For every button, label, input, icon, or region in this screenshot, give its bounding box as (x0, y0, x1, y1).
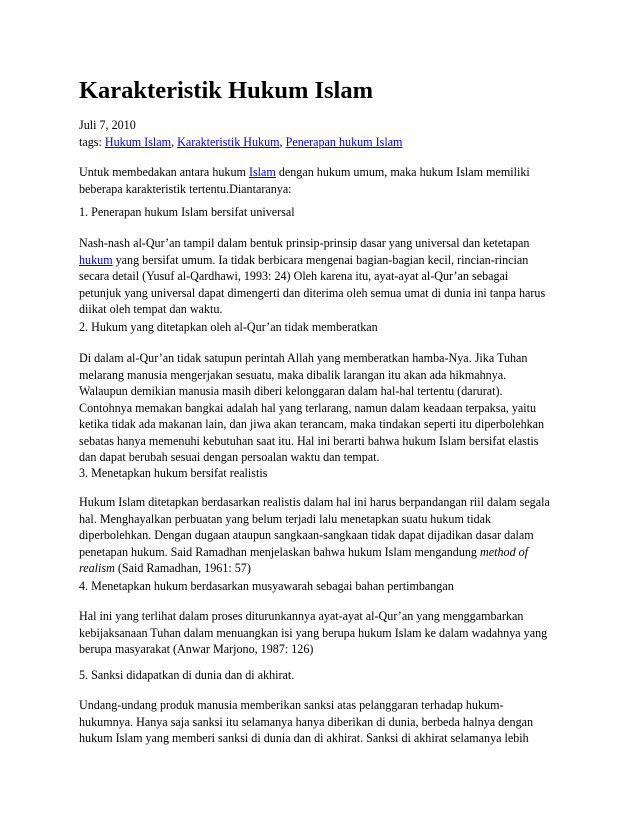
tag-link-penerapan-hukum-islam[interactable]: Penerapan hukum Islam (285, 134, 403, 149)
heading-2: 2. Hukum yang ditetapkan oleh al-Qur’an tidak memberatkan (79, 320, 378, 334)
tag-link-hukum-islam[interactable]: Hukum Islam (104, 134, 172, 149)
heading-3: 3. Menetapkan hukum bersifat realistis (79, 466, 268, 480)
heading-1: 1. Penerapan hukum Islam bersifat universal (79, 205, 295, 219)
paragraph-2: Di dalam al-Qur’an tidak satupun perintah Allah yang memberatkan hamba-Nya. Jika Tuhan melarang manusia mengerjakan sesuatu, maka dibalik larangan itu akan ada hikmahnya. Walaupun demikian manusia masih diberi kelonggaran dalam hal-hal tertentu (darurat). Contohnya memakan bangkai adalah hal yang terlarang, namun dalam keadaan terpaksa, yaitu ketika tidak ada makanan lain, dan jiwa akan terancam, maka tindakan seperti itu diperbolehkan sebatas hanya memenuhi kebutuhan saat itu. Hal ini berarti bahwa hukum Islam bersifat elastis dan dapat berubah sesuai dengan persoalan waktu dan tempat. (79, 351, 545, 464)
heading-5: 5. Sanksi didapatkan di dunia dan di akhirat. (79, 668, 295, 682)
paragraph-1: Nash-nash al-Qur’an tampil dalam bentuk prinsip-prinsip dasar yang universal dan ketetapan hukum yang bersifat umum. Ia tidak berbicara mengenai bagian-bagian kecil, rincian-rincian secara detail (Yusuf al-Qardhawi, 1993: 24) Oleh karena itu, ayat-ayat al-Qur’an sebagai petunjuk yang universal dapat dimengerti dan diterima oleh semua umat di dunia ini tanpa harus diikat oleh tempat dan waktu. (79, 236, 546, 316)
method-of-realism-italic: method of (480, 544, 529, 559)
article-meta (79, 117, 402, 150)
intro-paragraph: Untuk membedakan antara hukum Islam dengan hukum umum, maka hukum Islam memiliki beberapa karakteristik tertentu.Diantaranya: (79, 165, 530, 196)
hukum-link[interactable]: hukum (79, 252, 113, 267)
tags-line: tags: Hukum Islam, Karakteristik Hukum, Penerapan hukum Islam (79, 134, 403, 149)
paragraph-3: Hukum Islam ditetapkan berdasarkan realistis dalam hal ini harus berpandangan riil dalam segala hal. Menghayalkan perbuatan yang belum terjadi lalu menetapkan suatu hukum tidak diperbolehkan. Dengan dugaan ataupun sangkaan-sangkaan tidak dapat dijadikan dasar dalam penetapan hukum. Said Ramadhan menjelaskan bahwa hukum Islam mengandung method of realism (Said Ramadhan, 1961: 57) (79, 495, 550, 575)
heading-4: 4. Menetapkan hukum berdasarkan musyawarah sebagai bahan pertimbangan (79, 579, 454, 593)
paragraph-5: Undang-undang produk manusia memberikan sanksi atas pelanggaran terhadap hukum- hukumnya. Hanya saja sanksi itu selamanya hanya diberikan di dunia, berbeda halnya dengan hukum Islam yang memberi sanksi di dunia dan di akhirat. Sanksi di akhirat selamanya lebih (79, 698, 534, 745)
tag-link-karakteristik-hukum[interactable]: Karakteristik Hukum (177, 134, 280, 149)
tags-prefix: tags: (79, 134, 105, 149)
post-date: Juli 7, 2010 (79, 118, 136, 132)
paragraph-4: Hal ini yang terlihat dalam proses diturunkannya ayat-ayat al-Qur’an yang menggambarkan kebijaksanaan Tuhan dalam menuangkan isi yang berupa hukum Islam ke dalam wadahnya yang berupa masyarakat (Anwar Marjono, 1987: 126) (79, 609, 548, 656)
islam-link[interactable]: Islam (248, 165, 276, 179)
article-title: Karakteristik Hukum Islam (79, 77, 374, 104)
